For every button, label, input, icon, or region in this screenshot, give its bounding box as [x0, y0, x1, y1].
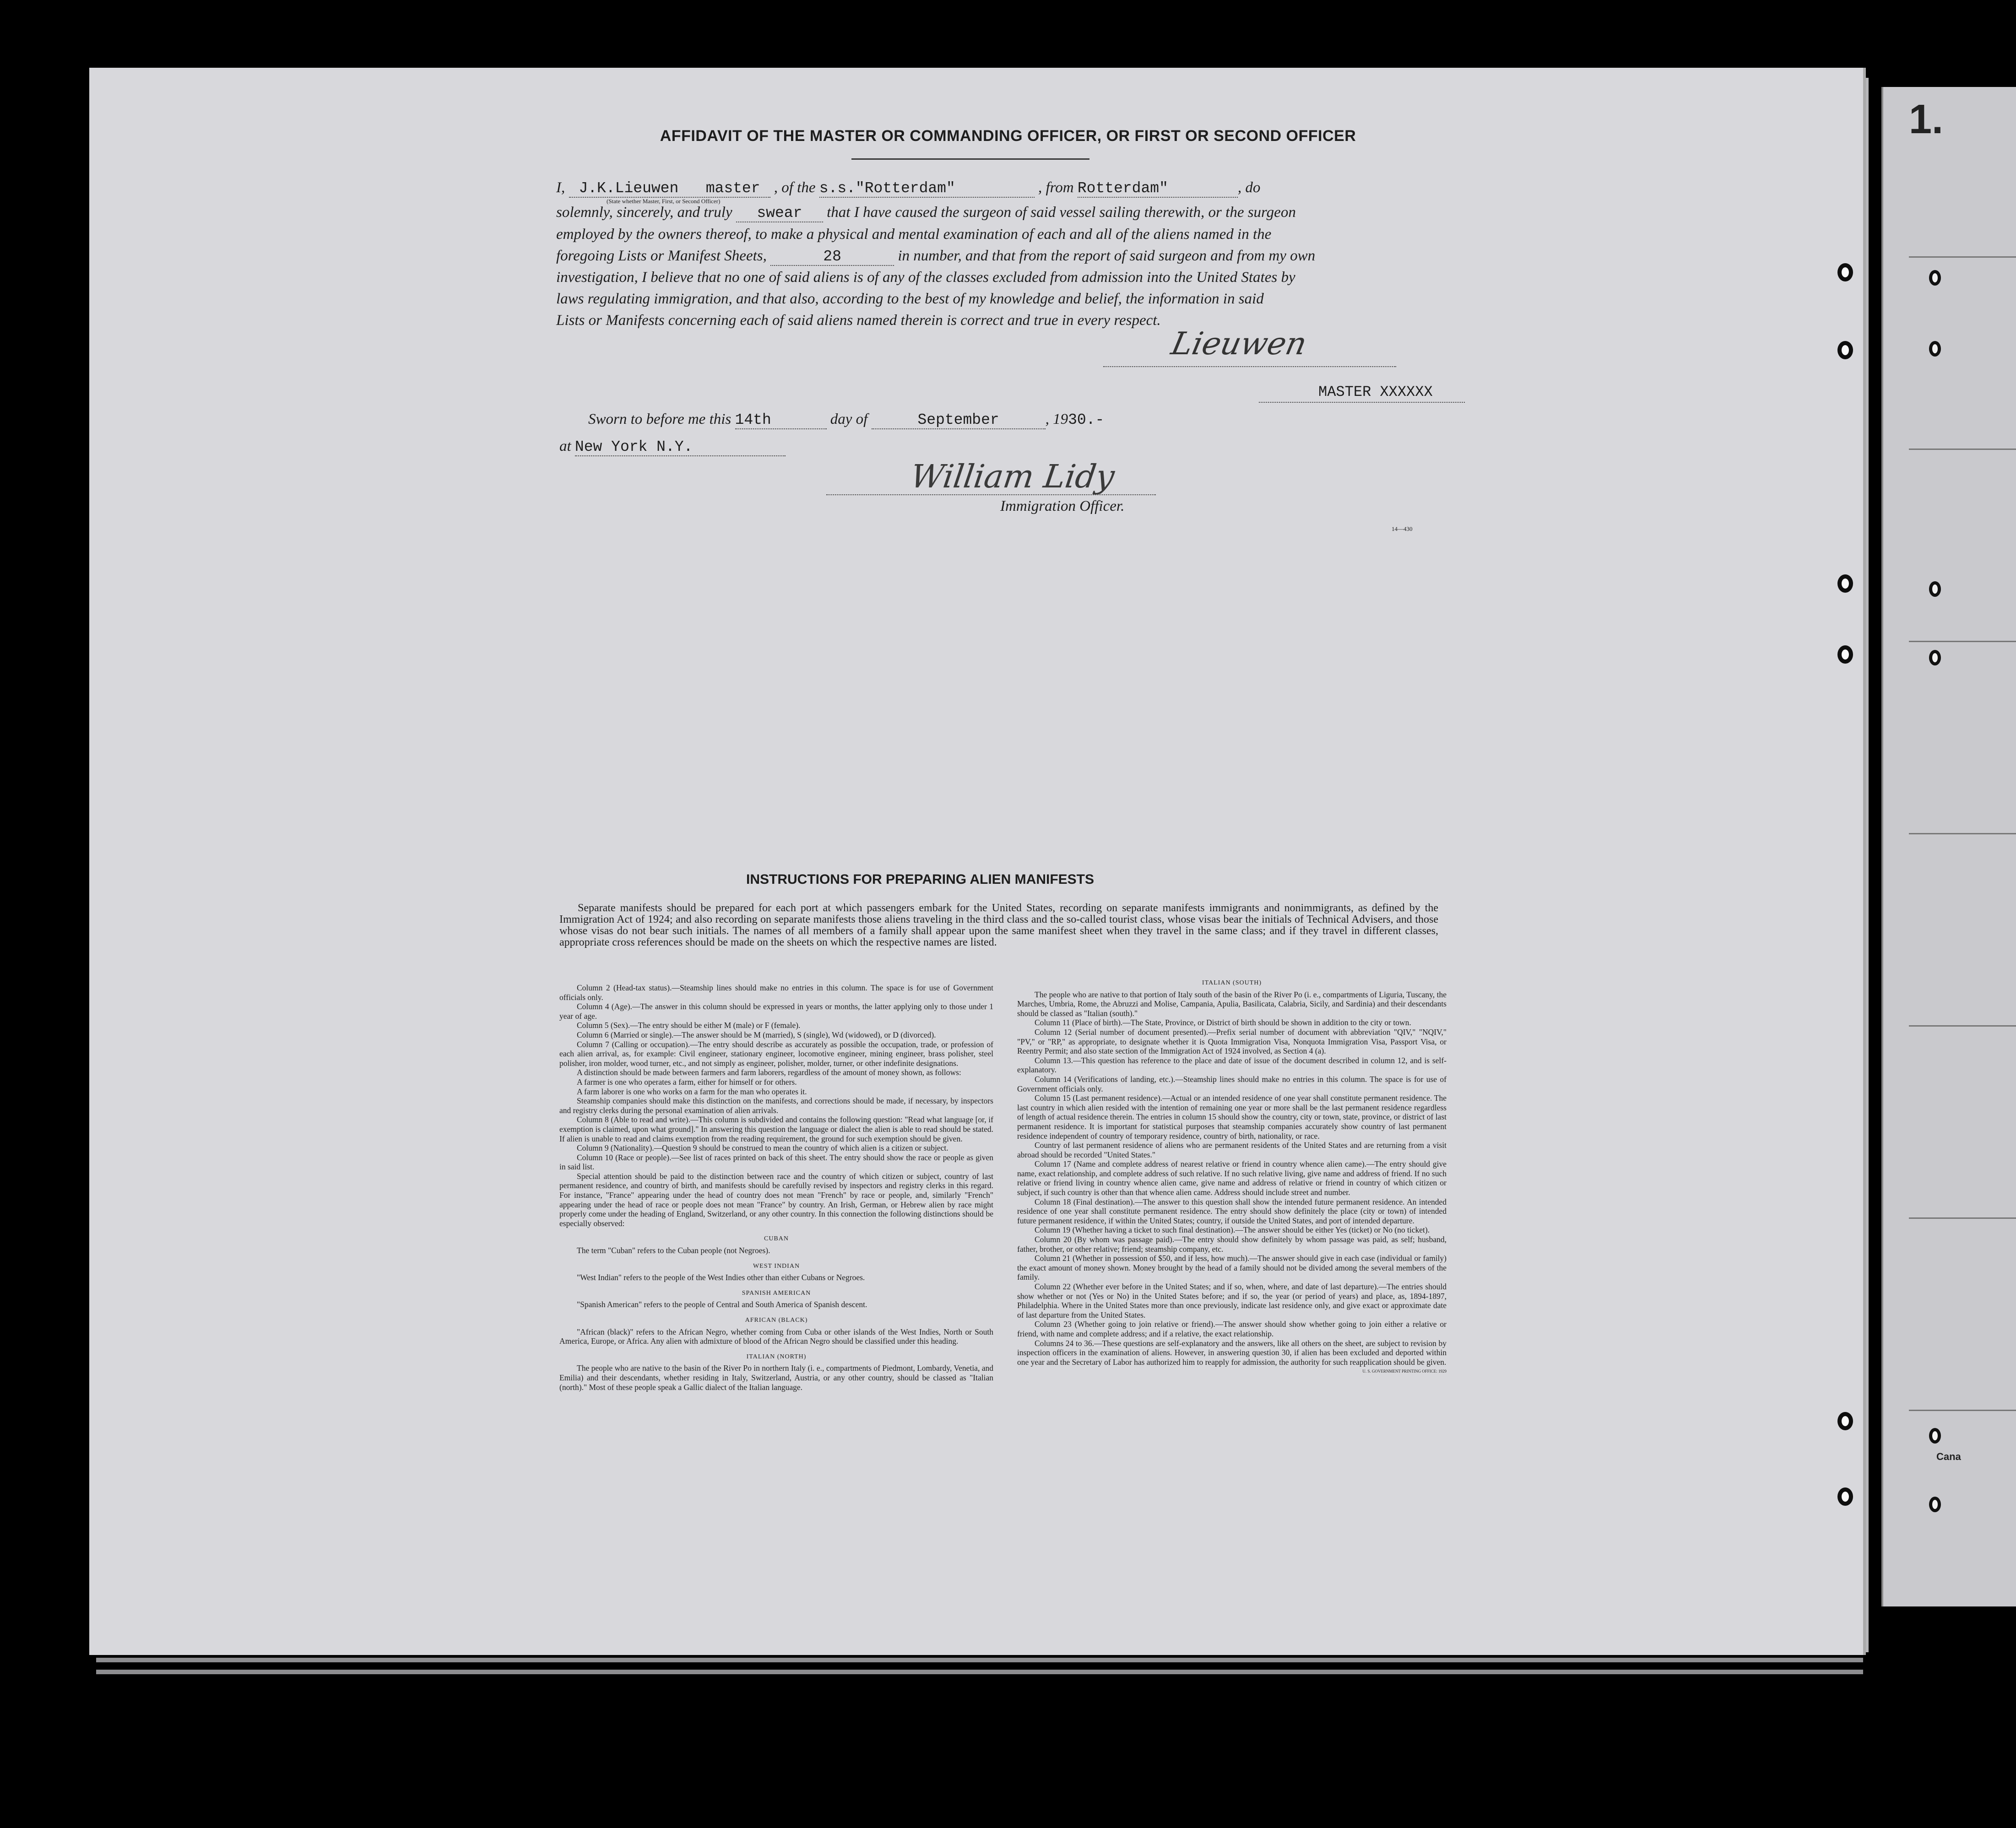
- sworn-text: Sworn to before me this: [588, 411, 732, 427]
- instructions-title: INSTRUCTIONS FOR PREPARING ALIEN MANIFESTS: [746, 872, 1095, 887]
- at-line: [559, 438, 1489, 456]
- paragraph: Column 10 (Race or people).—See list of races printed on back of this sheet. The entry should show the race or people as given in said list.: [559, 1152, 993, 1172]
- paragraph: The term "Cuban" refers to the Cuban people (not Negroes).: [577, 1246, 770, 1255]
- printer-imprint: U. S. GOVERNMENT PRINTING OFFICE: 1929: [1362, 1369, 1447, 1374]
- paragraph: Column 12 (Serial number of document presented).—Prefix serial number of document with abbreviation "QIV," "NQIV," "PV," or "RP," as appropriate, to designate whether it is Quota Immigration Visa, Nonquota Immigration Visa, Passport Visa, or Reentry Permit; and also state section of the Immigration Act of 1924 involved, as Section 4 (a).: [1017, 1027, 1447, 1056]
- punch-hole: [1837, 645, 1853, 664]
- master-signature: Lieuwen: [1168, 326, 1310, 362]
- adjacent-page-rule: [1909, 641, 2016, 642]
- officer-signature-line: [826, 494, 1156, 495]
- section-heading: ITALIAN (NORTH): [746, 1353, 807, 1360]
- signer-title: MASTER XXXXXX: [1318, 384, 1433, 400]
- page-stack-edge: [96, 1658, 1863, 1662]
- paragraph: Country of last permanent residence of aliens who are permanent residents of the United States and are returning from a visit abroad should be recorded "United States.": [1017, 1141, 1447, 1159]
- day-of: day of: [830, 411, 868, 427]
- title-underline: [851, 158, 1089, 160]
- paragraph: Column 23 (Whether going to join relative or friend).—The answer should show whether going to join either a relative or friend, with name and complete address; and if a relative, the exact relationship.: [1017, 1320, 1447, 1338]
- adjacent-page-label: Cana: [1936, 1451, 1961, 1462]
- affidavit-line-7: Lists or Manifests concerning each of said aliens named therein is correct and true in every respect.: [556, 312, 1161, 329]
- adjacent-page-hole: [1929, 581, 1941, 597]
- affidavit-line-4: [556, 248, 1485, 266]
- adjacent-page-hole: [1929, 341, 1941, 357]
- adjacent-page-rule: [1909, 256, 2016, 258]
- port-from: Rotterdam": [1078, 180, 1238, 198]
- paragraph: Column 15 (Last permanent residence).—Actual or an intended residence of one year shall constitute permanent residence. The last country in which alien resided with the intention of remaining one year or more shall be the last permanent residence regardless of length of actual residence therein. The entries in column 15 should show the country, city or town, state, province, or district of last permanent residence. It is important for statistical purposes that steamship companies accurately show country of last permanent residence independent of country of temporary residence, country of birth, nationality, or race.: [1017, 1093, 1447, 1141]
- punch-hole: [1837, 341, 1853, 359]
- line4-text: foregoing Lists or Manifest Sheets,: [556, 248, 767, 264]
- word-do: , do: [1237, 179, 1261, 196]
- affidavit-line-2: [556, 204, 1485, 222]
- word-of-the: , of the: [774, 179, 816, 196]
- master-name-field: [569, 180, 770, 198]
- section-heading: SPANISH AMERICAN: [742, 1289, 811, 1297]
- affidavit-title: AFFIDAVIT OF THE MASTER OR COMMANDING OFFICER, OR FIRST OR SECOND OFFICER: [660, 127, 1356, 145]
- officer-signature: William Lidy: [908, 458, 1117, 495]
- adjacent-page-rule: [1909, 833, 2016, 834]
- word-from: , from: [1038, 179, 1074, 196]
- adjacent-page-rule: [1909, 1410, 2016, 1411]
- paragraph: Column 17 (Name and complete address of nearest relative or friend in country whence alien came).—The entry should give name, exact relationship, and complete address of such relative. If no such relative living, give name and address of friend. If no such relative or friend living in country whence alien came, give name and address of relative or friend in country of which citizen or subject, if such country is other than that whence alien came. Address should include street and number.: [1017, 1159, 1447, 1197]
- paragraph: Column 18 (Final destination).—The answer to this question shall show the intended future permanent residence. An intended residence of one year shall constitute permanent residence. The entry should show definitely the place (city or town) of intended future permanent residence, if within the United States; country, if outside the United States, and port of intended departure.: [1017, 1197, 1447, 1225]
- paragraph: Column 14 (Verifications of landing, etc.).—Steamship lines should make no entries in this column. The space is for use of Government officials only.: [1017, 1074, 1447, 1093]
- line4-text: in number, and that from the report of said surgeon and from my own: [898, 248, 1316, 264]
- paragraph: Column 19 (Whether having a ticket to such final destination).—The answer should be either Yes (ticket) or No (no ticket).: [1035, 1225, 1430, 1235]
- year-prefix: , 19: [1045, 411, 1068, 427]
- paragraph: Column 22 (Whether ever before in the United States; and if so, when, where, and date of last departure).—The entries should show whether or not (Yes or No) in the United States before; and if so, the year (or period of years) and place, as, 1894-1897, Philadelphia. Where in the United States more than once previously, indicate last residence only, and give exact or approximate date of last departure from the United States.: [1017, 1282, 1447, 1320]
- adjacent-page-rule: [1909, 1217, 2016, 1219]
- rank: master: [705, 180, 760, 197]
- paragraph: Column 7 (Calling or occupation).—The entry should describe as accurately as possible the occupation, trade, or profession of each alien arrival, as, for example: Civil engineer, stationary engineer, locomotive engineer, mining engineer, brass polisher, steel polisher, iron molder, wood turner, etc., and not simply as engineer, polisher, molder, turner, or other indefinite designations.: [559, 1039, 993, 1068]
- adjacent-page-rule: [1909, 449, 2016, 450]
- paragraph: "West Indian" refers to the people of the West Indies other than either Cubans or Negroes.: [577, 1273, 865, 1282]
- affidavit-line-1: [556, 179, 1485, 198]
- adjacent-page-rule: [1909, 1025, 2016, 1027]
- paragraph: A distinction should be made between farmers and farm laborers, regardless of the amount of money shown, as follows:: [577, 1068, 961, 1077]
- affidavit-line-5: investigation, I believe that no one of said aliens is of any of the classes excluded from admission into the United States by: [556, 269, 1295, 286]
- instructions-right-column: [1017, 979, 1447, 1376]
- state-note: (State whether Master, First, or Second Officer): [607, 198, 721, 205]
- punch-hole: [1837, 263, 1853, 281]
- punch-hole: [1837, 1487, 1853, 1506]
- sworn-place: New York N.Y.: [575, 438, 786, 456]
- line2-text: that I have caused the surgeon of said vessel sailing therewith, or the surgeon: [827, 204, 1296, 221]
- paragraph: A farm laborer is one who works on a farm for the man who operates it.: [577, 1087, 807, 1096]
- paragraph: Column 5 (Sex).—The entry should be either M (male) or F (female).: [577, 1021, 801, 1030]
- paragraph: Column 20 (By whom was passage paid).—The entry should show definitely by whom passage was paid, as self; husband, father, brother, or other relative; friend; steamship company, etc.: [1017, 1235, 1447, 1254]
- paragraph: The people who are native to the basin of the River Po in northern Italy (i. e., compartments of Piedmont, Lombardy, Venetia, and Emilia) and their descendants, whether residing in Italy, Switzerland, Austria, or any other country, should be classed as "Italian (north)." Most of these people speak a Gallic dialect of the Italian language.: [559, 1363, 993, 1392]
- sheet-count: 28: [770, 248, 894, 266]
- paragraph: Column 9 (Nationality).—Question 9 should be construed to mean the country of which alien is a citizen or subject.: [577, 1143, 948, 1153]
- punch-hole: [1837, 1412, 1853, 1430]
- section-heading: CUBAN: [764, 1235, 789, 1243]
- word-i: I,: [556, 179, 565, 196]
- paragraph: Column 21 (Whether in possession of $50, and if less, how much).—The answer should give in each case (individual or family) the exact amount of money shown. Money brought by the head of a family should not be divided among the several members of the family.: [1017, 1254, 1447, 1282]
- oath-word: swear: [736, 205, 823, 222]
- paragraph: Column 2 (Head-tax status).—Steamship lines should make no entries in this column. The space is for use of Government officials only.: [559, 983, 993, 1002]
- sworn-day: 14th: [735, 411, 827, 429]
- paragraph: Steamship companies should make this distinction on the manifests, and corrections should be made, if necessary, by inspectors and registry clerks during the personal examination of alien arrivals.: [559, 1096, 993, 1115]
- line2-text: solemnly, sincerely, and truly: [556, 204, 732, 221]
- section-heading: AFRICAN (BLACK): [745, 1317, 808, 1324]
- paragraph: Special attention should be paid to the distinction between race and the country of which citizen or subject, country of last permanent residence, and country of birth, and manifests should be carefully revised by inspectors and registry clerks in this regard. For instance, "France" appearing under the head of country does not mean "French" by race or people, and, similarly "French" appearing under the head of race or people does not mean "France" by country. An Irish, German, or Hebrew alien by race might properly come under the heading of England, Switzerland, or any other country. In this connection the following distinctions should be especially observed:: [559, 1171, 993, 1228]
- adjacent-page-hole: [1929, 1428, 1941, 1444]
- affidavit-line-3: employed by the owners thereof, to make a physical and mental examination of each and all of the aliens named in the: [556, 226, 1272, 243]
- paragraph: "African (black)" refers to the African Negro, whether coming from Cuba or other islands of the West Indies, North or South America, Europe, or Africa. Any alien with admixture of blood of the African Negro should be classified under this heading.: [559, 1327, 993, 1346]
- sworn-line: [588, 411, 1517, 429]
- adjacent-page-mark: 1.: [1909, 97, 1944, 142]
- affidavit-line-6: laws regulating immigration, and that also, according to the best of my knowledge and belief, the information in said: [556, 291, 1264, 307]
- vessel-name: s.s."Rotterdam": [819, 180, 1035, 198]
- adjacent-page-hole: [1929, 650, 1941, 665]
- signer-title-line: [1259, 402, 1465, 403]
- year-suffix: 30.-: [1068, 411, 1105, 428]
- paragraph: Column 4 (Age).—The answer in this column should be expressed in years or months, the latter applying only to those under 1 year of age.: [559, 1002, 993, 1021]
- paragraph: Column 11 (Place of birth).—The State, Province, or District of birth should be shown in addition to the city or town.: [1035, 1018, 1411, 1028]
- punch-hole: [1837, 574, 1853, 593]
- section-heading: ITALIAN (SOUTH): [1202, 979, 1262, 986]
- adjacent-page-hole: [1929, 270, 1941, 286]
- adjacent-page-hole: [1929, 1497, 1941, 1512]
- officer-title: Immigration Officer.: [1000, 498, 1125, 514]
- paragraph: Column 13.—This question has reference to the place and date of issue of the document described in column 12, and is self-explanatory.: [1017, 1055, 1447, 1075]
- word-at: at: [559, 438, 571, 454]
- paragraph: Column 6 (Married or single).—The answer should be M (married), S (single), Wd (widowed), or D (divorced).: [577, 1030, 936, 1039]
- form-number: 14—430: [1392, 525, 1413, 532]
- instructions-left-column: [559, 983, 993, 1392]
- paragraph: A farmer is one who operates a farm, either for himself or for others.: [577, 1077, 797, 1087]
- master-name: J.K.Lieuwen: [579, 180, 679, 197]
- signature-line: [1103, 366, 1396, 367]
- section-heading: WEST INDIAN: [753, 1262, 800, 1270]
- instructions-intro: Separate manifests should be prepared for each port at which passengers embark for the United States, recording on separate manifests immigrants and nonimmigrants, as defined by the Immigration Act of 1924; and also recording on separate manifests those aliens traveling in the third class and the so-called tourist class, whose visas bear the initials of Technical Advisers, and those whose visas do not bear such initials. The names of all members of a family shall appear upon the same manifest sheet when they travel in the same class; and if they travel in different classes, appropriate cross references should be made on the sheets on which the respective names are listed.: [559, 902, 1438, 948]
- page-stack-edge: [96, 1670, 1863, 1674]
- paragraph: Column 8 (Able to read and write).—This column is subdivided and contains the following question: "Read what language [or, if exemption is claimed, upon what ground]." In answering this question the language or dialect the alien is able to read should be stated. If alien is unable to read and claims exemption from the reading requirement, the ground for such exemption should be given.: [559, 1115, 993, 1143]
- paragraph: Columns 24 to 36.—These questions are self-explanatory and the answers, like all others on the sheet, are subject to revision by inspection officers in the examination of aliens. However, in answering question 30, if alien has been excluded and deported within one year and the Secretary of Labor has authorized him to reapply for admission, the authority for such reapplication should be given.: [1017, 1338, 1447, 1367]
- paragraph: "Spanish American" refers to the people of Central and South America of Spanish descent.: [577, 1300, 867, 1309]
- sworn-month: September: [872, 411, 1046, 429]
- paragraph: The people who are native to that portion of Italy south of the basin of the River Po (i. e., compartments of Liguria, Tuscany, the Marches, Umbria, Rome, the Abruzzi and Molise, Campania, Apulia, Basilicata, Calabria, Sicily, and Sardinia) and their descendants should be classed as "Italian (south).": [1017, 990, 1447, 1018]
- adjacent-page: [1881, 87, 2016, 1606]
